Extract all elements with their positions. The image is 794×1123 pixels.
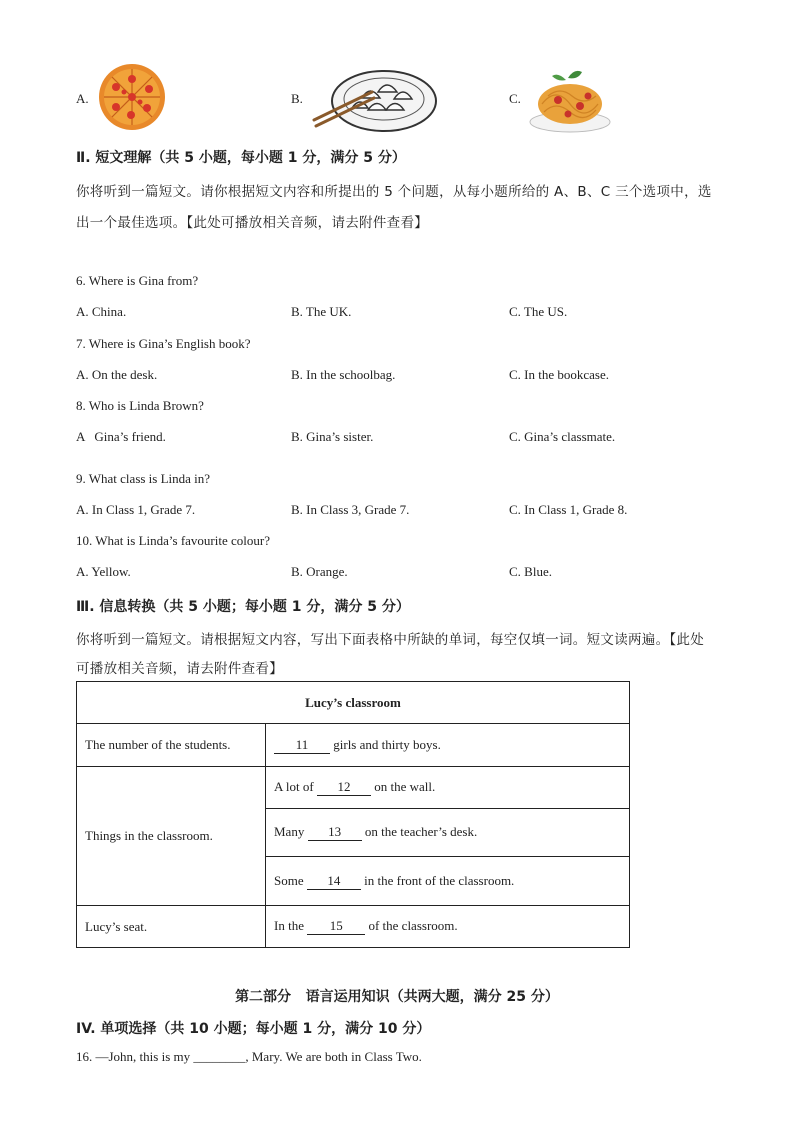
- row-things-wall: [266, 767, 630, 809]
- section-3-instructions-line2: 可播放相关音频，请去附件查看】: [76, 661, 283, 677]
- question-8: 8. Who is Linda Brown?: [76, 398, 204, 413]
- question-9-option-a: A. In Class 1, Grade 7.: [76, 502, 196, 517]
- row-seat-label: Lucy’s seat.: [77, 906, 266, 948]
- option-c-label: C.: [509, 91, 521, 106]
- row-number-of-students-text: girls and thirty boys.: [330, 736, 441, 752]
- lucy-classroom-table: [76, 681, 630, 948]
- question-7-option-c: C. In the bookcase.: [509, 367, 610, 382]
- row-things-wall-after: on the wall.: [370, 779, 436, 794]
- section-2-instructions-line1: 你将听到一篇短文。请你根据短文内容和所提出的 5 个问题，从每小题所给的 A、B、C 三个选项中，选: [76, 184, 712, 200]
- row-things-label: Things in the classroom.: [77, 767, 266, 906]
- question-6-option-c: C. The US.: [509, 304, 568, 319]
- question-10-option-b: B. Orange.: [291, 564, 348, 579]
- row-things-front-after: in the front of the classroom.: [360, 872, 515, 888]
- question-7-option-b: B. In the schoolbag.: [291, 367, 396, 382]
- question-9-option-b: B. In Class 3, Grade 7.: [291, 502, 410, 517]
- blank-14[interactable]: 14: [307, 873, 361, 890]
- row-things-front-before: Some: [274, 872, 307, 888]
- row-seat-before: In the: [274, 918, 308, 933]
- table-title: Lucy’s classroom: [77, 682, 630, 724]
- option-b-label: B.: [291, 91, 303, 106]
- row-things-front: [266, 857, 630, 906]
- pizza-image: [97, 62, 167, 132]
- blank-15[interactable]: 15: [307, 918, 365, 935]
- section-3-instructions-line1: 你将听到一篇短文。请根据短文内容，写出下面表格中所缺的单词，每空仅填一词。短文读两遍。【此处: [76, 632, 705, 648]
- section-2-heading: Ⅱ. 短文理解（共 5 小题，每小题 1 分，满分 5 分）: [76, 150, 406, 166]
- question-10-option-a: A. Yellow.: [76, 564, 131, 579]
- row-things-desk-before: Many: [274, 824, 308, 839]
- part-2-heading: 第二部分 语言运用知识（共两大题，满分 25 分）: [235, 989, 559, 1005]
- question-8-option-c: C. Gina’s classmate.: [509, 429, 616, 444]
- section-4-heading: IV. 单项选择（共 10 小题；每小题 1 分，满分 10 分）: [76, 1021, 431, 1037]
- question-6: 6. Where is Gina from?: [76, 273, 199, 288]
- question-9-option-c: C. In Class 1, Grade 8.: [509, 502, 628, 517]
- row-number-of-students-value: [266, 724, 630, 767]
- blank-13[interactable]: 13: [308, 824, 362, 841]
- option-a-label: A.: [76, 91, 89, 106]
- row-things-desk: [266, 809, 630, 857]
- question-10: 10. What is Linda’s favourite colour?: [76, 533, 270, 548]
- question-6-option-b: B. The UK.: [291, 304, 352, 319]
- spaghetti-image: [528, 64, 612, 134]
- row-seat-value: [266, 906, 630, 948]
- row-things-wall-before: A lot of: [274, 779, 317, 794]
- question-8-option-b: B. Gina’s sister.: [291, 429, 374, 444]
- row-things-desk-after: on the teacher’s desk.: [361, 824, 478, 839]
- question-8-option-a: A Gina’s friend.: [76, 429, 166, 444]
- question-7-option-a: A. On the desk.: [76, 367, 158, 382]
- section-3-heading: Ⅲ. 信息转换（共 5 小题；每小题 1 分，满分 5 分）: [76, 599, 410, 615]
- question-9: 9. What class is Linda in?: [76, 471, 211, 486]
- blank-12[interactable]: 12: [317, 779, 371, 796]
- row-seat-after: of the classroom.: [365, 918, 458, 933]
- question-16: 16. —John, this is my ________, Mary. We are both in Class Two.: [76, 1049, 422, 1064]
- dumplings-image: [312, 64, 438, 134]
- section-2-instructions-line2: 出一个最佳选项。【此处可播放相关音频，请去附件查看】: [76, 215, 429, 231]
- row-number-of-students-label: The number of the students.: [77, 724, 266, 767]
- question-10-option-c: C. Blue.: [509, 564, 552, 579]
- question-7: 7. Where is Gina’s English book?: [76, 336, 251, 351]
- blank-11[interactable]: 11: [274, 737, 330, 754]
- question-6-option-a: A. China.: [76, 304, 127, 319]
